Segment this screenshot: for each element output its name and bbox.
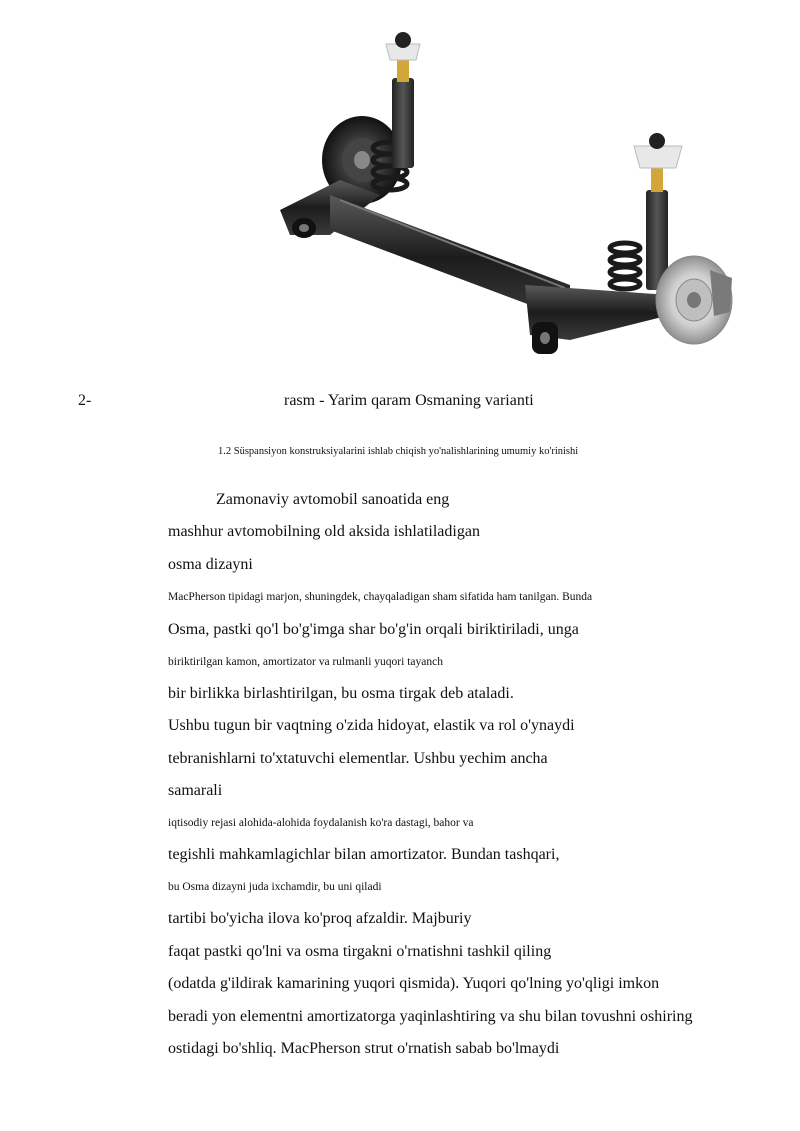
body-line: samarali bbox=[168, 782, 223, 799]
figure-number: 2- bbox=[78, 392, 92, 409]
body-line: tartibi bo'yicha ilova ko'proq afzaldir. Majburiy bbox=[168, 910, 472, 927]
body-line: (odatda g'ildirak kamarining yuqori qismida). Yuqori qo'lning yo'qligi imkon bbox=[168, 975, 660, 992]
body-line: iqtisodiy rejasi alohida-alohida foydalanish ko'ra dastagi, bahor va bbox=[168, 817, 474, 829]
body-line: tegishli mahkamlagichlar bilan amortizator. Bundan tashqari, bbox=[168, 846, 560, 863]
right-coil-spring bbox=[610, 243, 640, 289]
body-line: biriktirilgan kamon, amortizator va rulmanli yuqori tayanch bbox=[168, 656, 443, 668]
section-heading: 1.2 Süspansiyon konstruksiyalarini ishlab chiqish yo'nalishlarining umumiy ko'rinishi bbox=[218, 446, 579, 457]
body-line: faqat pastki qo'lni va osma tirgakni o'rnatishni tashkil qiling bbox=[168, 943, 552, 960]
body-line: bir birlikka birlashtirilgan, bu osma tirgak deb ataladi. bbox=[168, 685, 514, 702]
body-line: Zamonaviy avtomobil sanoatida eng bbox=[216, 491, 450, 508]
body-line: osma dizayni bbox=[168, 556, 253, 573]
body-line: ostidagi bo'shliq. MacPherson strut o'rnatish sabab bo'lmaydi bbox=[168, 1040, 560, 1057]
body-line: mashhur avtomobilning old aksida ishlatiladigan bbox=[168, 523, 480, 540]
body-line: Ushbu tugun bir vaqtning o'zida hidoyat, elastik va rol o'ynaydi bbox=[168, 717, 575, 734]
body-line: MacPherson tipidagi marjon, shuningdek, chayqaladigan sham sifatida ham tanilgan. Bunda bbox=[168, 591, 593, 603]
body-line: Osma, pastki qo'l bo'g'imga shar bo'g'in orqali biriktiriladi, unga bbox=[168, 621, 579, 638]
body-line: bu Osma dizayni juda ixchamdir, bu uni qiladi bbox=[168, 881, 382, 893]
suspension-illustration bbox=[270, 20, 740, 365]
right-brake-disc bbox=[656, 256, 732, 344]
body-line: tebranishlarni to'xtatuvchi elementlar. Ushbu yechim ancha bbox=[168, 750, 548, 767]
figure-caption: rasm - Yarim qaram Osmaning varianti bbox=[284, 392, 534, 409]
body-line: beradi yon elementni amortizatorga yaqinlashtiring va shu bilan tovushni oshiring bbox=[168, 1008, 693, 1025]
